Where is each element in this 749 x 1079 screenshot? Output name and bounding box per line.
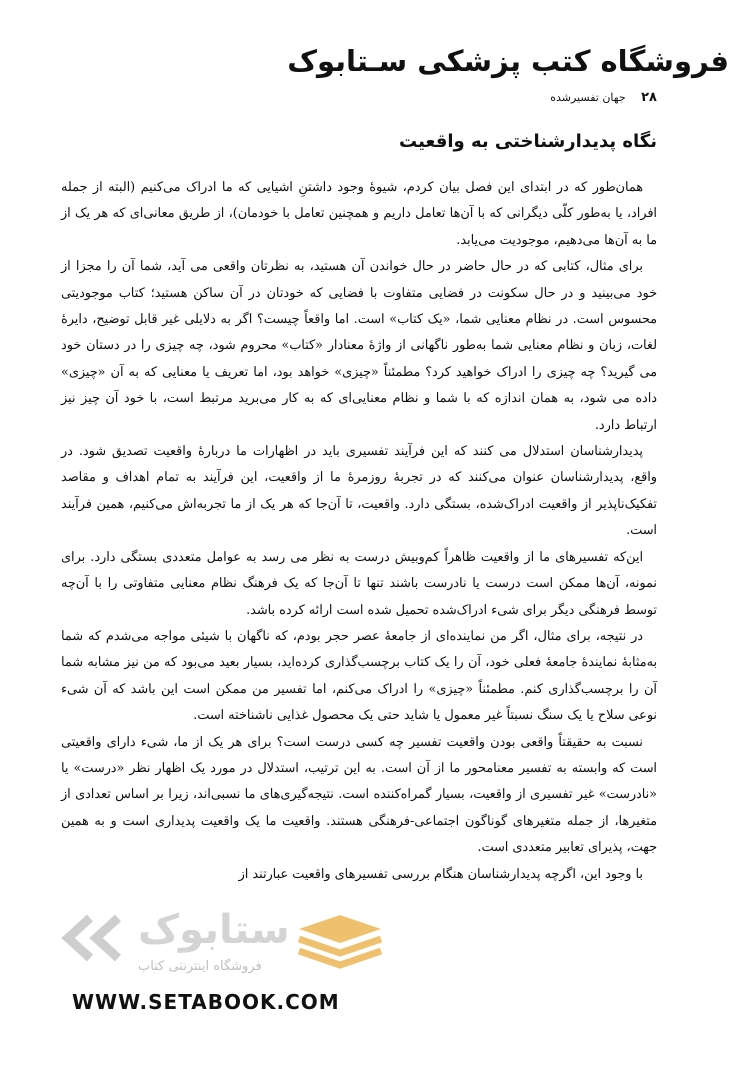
paragraph: برای مثال، کتابی که در حال حاضر در حال خواندن آن هستید، به نظرتان واقعی می آید، شما آن را مجزا از خود می‌بینید و در حال سکونت در فضایی متفاوت با فضایی که خودتان در آن ساکن هستید؛ کتاب موجودیتی محسوس است. در نظام معنایی شما، «یک کتاب» است. اما واقعاً چیست؟ اگر به دلایلی غیر قابل توضیح، دایرهٔ لغات، زبان و نظام معنایی شما به‌طور ناگهانی از واژهٔ معنادار «کتاب» محروم شود، چه چیزی را در دستان خود می گیرید؟ چه چیزی را ادراک خواهید کرد؟ مطمئناً «چیزی» خواهد بود، اما تعریف یا معنایی که به آن «چیزی» داده می شود، به همان اندازه که با شما و نظام معنایی‌ای که به کار می‌برید مرتبط است، با خود آن چیز نیز ارتباط دارد. bbox=[61, 259, 657, 433]
watermark-logo-text: ستابوک bbox=[138, 907, 290, 953]
page-number: ۲۸ bbox=[641, 90, 657, 105]
section-heading: نگاه پدیدارشناختی به واقعیت bbox=[399, 131, 657, 152]
paragraph: همان‌طور که در ابتدای این فصل بیان کردم، شیوهٔ وجود داشتنِ اشیایی که ما ادراک می‌کنیم (البته از جمله افراد، یا به‌طور کلّی دیگرانی که با آن‌ها تعامل داریم و همچنین تعامل با خودمان)، از طریق معانی‌ای که هر یک از ما به آن‌ها می‌دهیم، موجودیت می‌یابد. bbox=[61, 180, 657, 248]
store-title: فروشگاه کتب پزشکی سـتابوک bbox=[287, 44, 729, 78]
book-stack-icon bbox=[295, 911, 385, 971]
body-text bbox=[61, 175, 657, 888]
watermark-tagline: فروشگاه اینترنتی کتاب bbox=[138, 959, 262, 974]
paragraph: پدیدارشناسان استدلال می کنند که این فرآیند تفسیری باید در اظهارات ما دربارهٔ واقعیت تصدیق شود. در واقع، پدیدارشناسان عنوان می‌کنند که در تجربهٔ روزمرهٔ ما از واقعیت، این فرآیند به تمام اهداف و مقاصد تفکیک‌ناپذیر از واقعیت ادراک‌شده، بستگی دارد. واقعیت، تا آن‌جا که هر یک از ما تجربه‌اش می‌کنیم، همین فرآیند است. bbox=[61, 444, 657, 539]
running-head-title: جهان تفسیرشده bbox=[550, 91, 626, 104]
paragraph: در نتیجه، برای مثال، اگر من نماینده‌ای از جامعهٔ عصر حجر بودم، که ناگهان با شیئی مواجه می‌شدم که شما به‌مثابهٔ نمایندهٔ جامعهٔ فعلی خود، آن را یک کتاب برچسب‌گذاری کرده‌اید، بسیار بعید می‌بود که من نیز مشابه شما آن را برچسب‌گذاری کنم. مطمئناً «چیزی» را ادراک می‌کنم، اما تفسیر من ممکن است این باشد که آن شیء نوعی سلاح یا یک سنگ نسبتاً غیر معمول یا شاید حتی یک محصول غذایی ناشناخته است. bbox=[61, 628, 657, 724]
watermark-url: WWW.SETABOOK.COM bbox=[72, 990, 340, 1014]
running-head bbox=[550, 90, 657, 105]
paragraph: نسبت به حقیقتاً واقعی بودن واقعیت تفسیر چه کسی درست است؟ برای هر یک از ما، شیء دارای واقعیتی است که وابسته به تفسیر معنامحور ما از آن است. به این ترتیب، استدلال در مورد یک اظهار نظر «درست» یا «نادرست» غیر تفسیری از واقعیت، بسیار گمراه‌کننده است. نتیجه‌گیری‌های ما نسبی‌اند، زیرا بر اساس تعدادی از متغیرها، از جمله متغیرهای گوناگون اجتماعی-فرهنگی هستند. واقعیت ما یک واقعیت پدیداری است و به همین جهت، پذیرای تعابیر متعددی است. bbox=[61, 734, 657, 856]
paragraph: با وجود این، اگرچه پدیدارشناسان هنگام بررسی تفسیرهای واقعیت عبارتند از bbox=[238, 866, 643, 882]
paragraph: این‌که تفسیرهای ما از واقعیت ظاهراً کم‌وبیش درست به نظر می رسد به عوامل متعددی بستگی دارد. برای نمونه، آن‌ها ممکن است درست یا نادرست باشند تنها تا آن‌جا که یک فرهنگ نظام معنایی متفاوتی را با آن‌چه توسط فرهنگی دیگر برای شیء ادراک‌شده تحمیل شده است ارائه کرده باشد. bbox=[61, 549, 657, 618]
chevron-left-icon bbox=[60, 913, 130, 963]
